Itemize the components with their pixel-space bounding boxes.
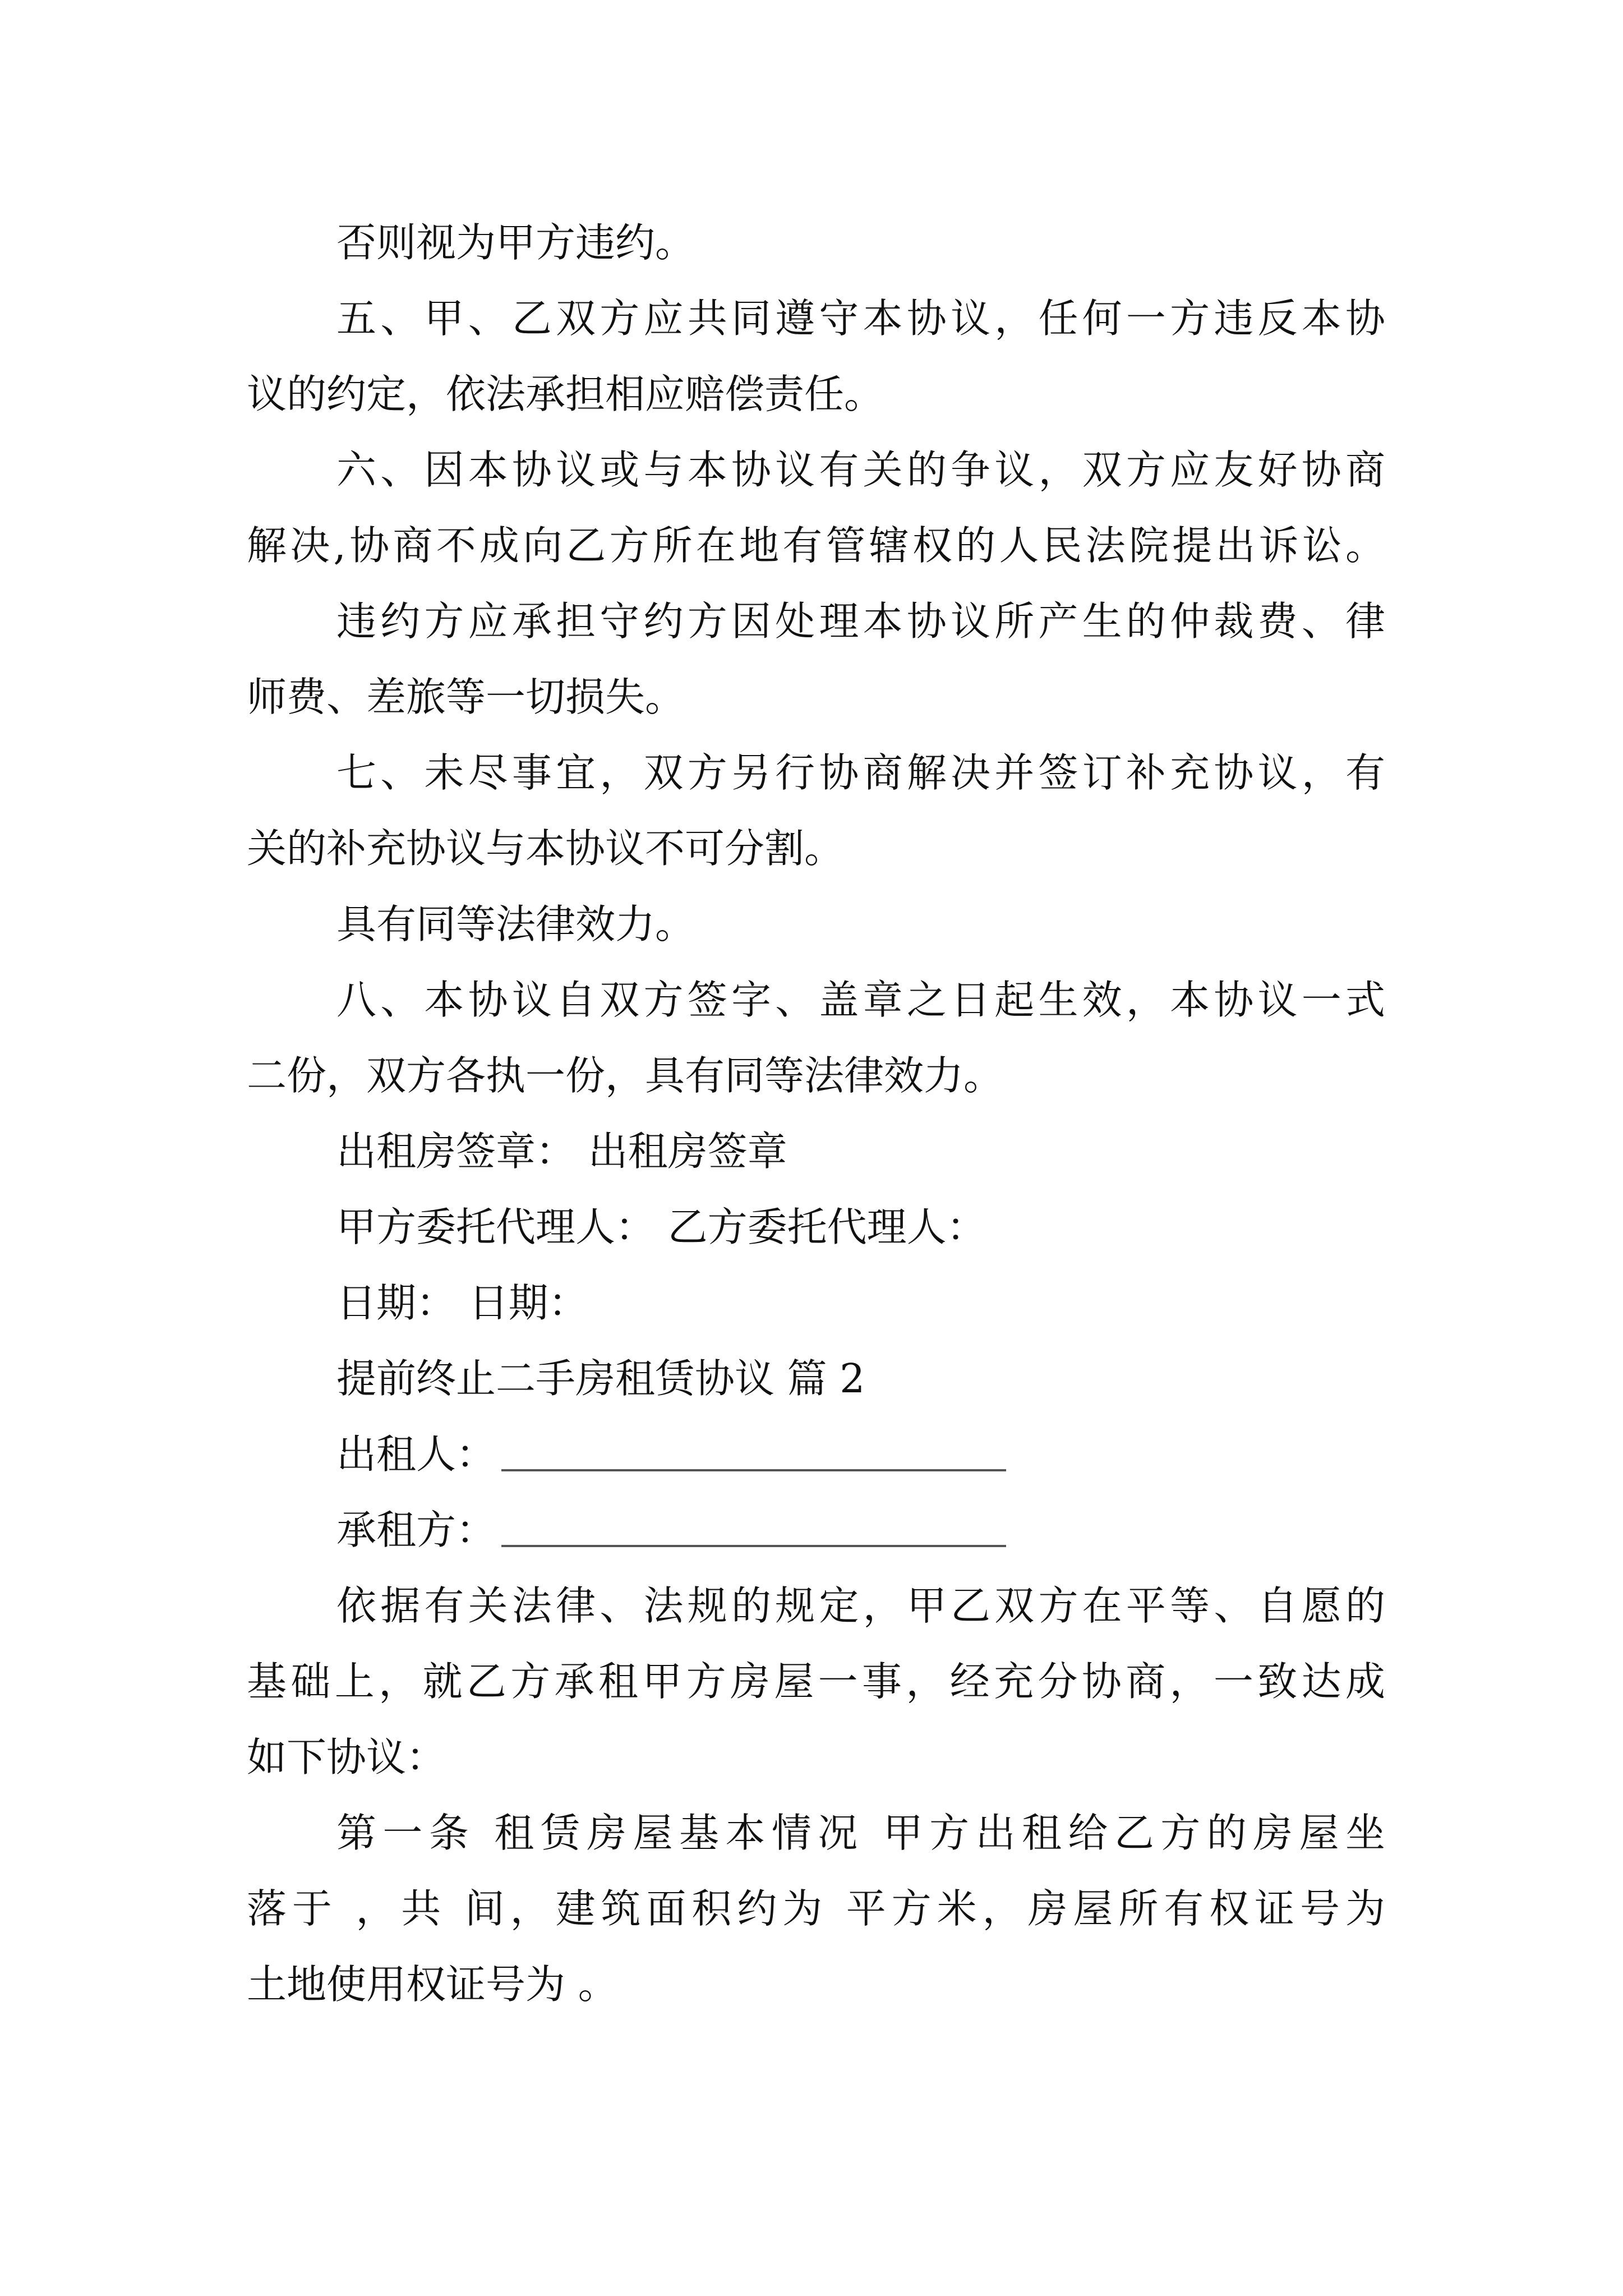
lessor-field [336,1429,1006,1480]
text-line: 解决,协商不成向乙方所在地有管辖权的人民法院提出诉讼。 [247,522,1385,569]
text-line: 六、因本协议或与本协议有关的争议，双方应友好协商 [336,447,1385,493]
lessor-blank [501,1435,1006,1471]
signature-line-lessor: 出租房签章： 出租房签章 [336,1128,787,1175]
text-line: 二份，双方各执一份，具有同等法律效力。 [247,1052,1004,1099]
text-line: 如下协议： [247,1734,446,1780]
signature-line-dates: 日期： 日期： [336,1280,588,1326]
text-line: 否则视为甲方违约。 [336,219,695,266]
text-line: 五、甲、乙双方应共同遵守本协议，任何一方违反本协 [336,295,1385,342]
lessor-label: 出租人： [336,1431,496,1478]
text-line: 八、本协议自双方签字、盖章之日起生效，本协议一式 [336,977,1385,1023]
text-line: 基础上，就乙方承租甲方房屋一事，经充分协商，一致达成 [247,1658,1385,1705]
text-line: 违约方应承担守约方因处理本协议所产生的仲裁费、律 [336,598,1385,645]
text-line: 议的约定，依法承担相应赔偿责任。 [247,371,884,417]
text-line: 七、未尽事宜，双方另行协商解决并签订补充协议，有 [336,749,1385,796]
signature-line-agents: 甲方委托代理人： 乙方委托代理人： [336,1204,986,1250]
text-line: 具有同等法律效力。 [336,901,695,947]
text-line: 落于 ，共 间，建筑面积约为 平方米，房屋所有权证号为 [247,1885,1385,1932]
lessee-field [336,1505,1006,1556]
lessee-label: 承租方： [336,1507,496,1553]
text-line: 师费、差旅等一切损失。 [247,674,685,720]
text-line: 依据有关法律、法规的规定，甲乙双方在平等、自愿的 [336,1582,1385,1629]
text-line: 第一条 租赁房屋基本情况 甲方出租给乙方的房屋坐 [336,1810,1385,1856]
section-title: 提前终止二手房租赁协议 篇 2 [336,1355,865,1402]
text-line: 土地使用权证号为 。 [247,1961,618,2008]
lessee-blank [501,1511,1006,1547]
text-line: 关的补充协议与本协议不可分割。 [247,825,845,872]
